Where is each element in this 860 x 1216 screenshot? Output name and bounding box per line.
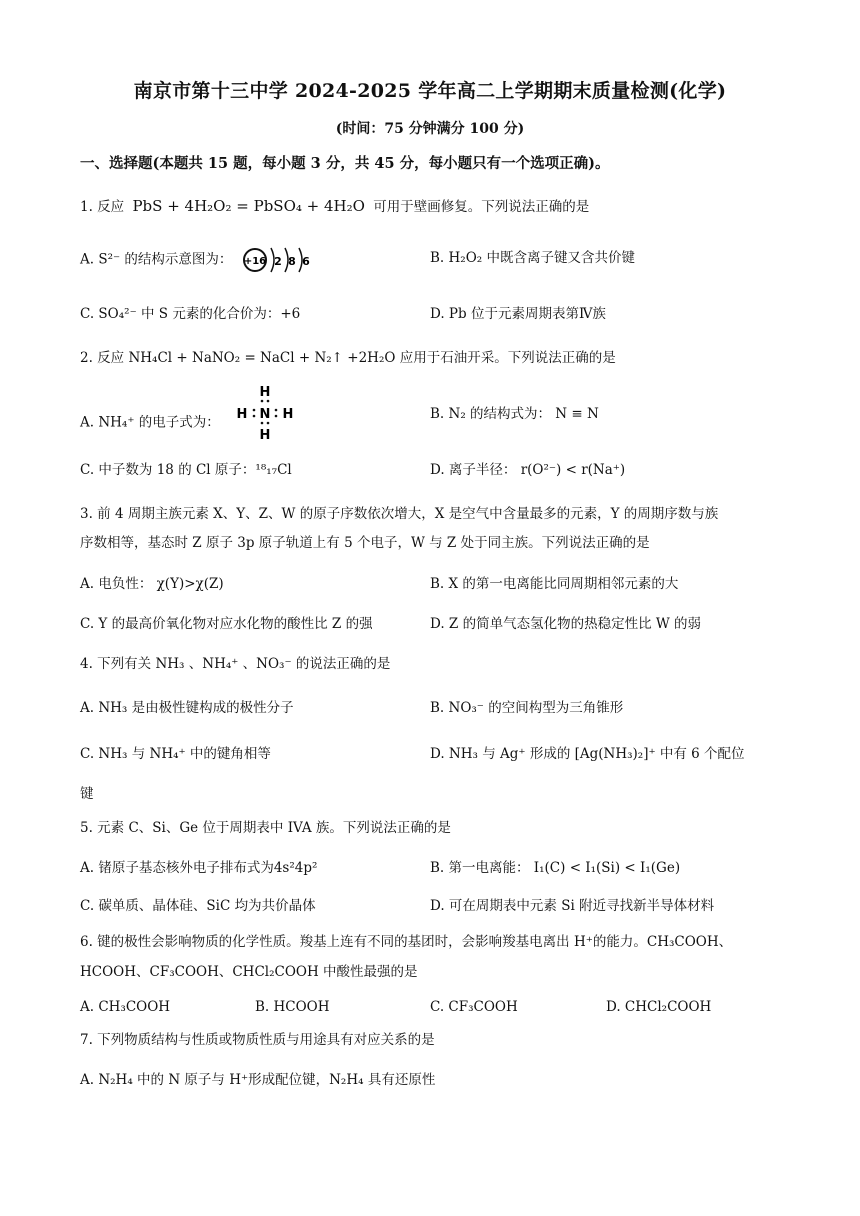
page-title: 南京市第十三中学 2024-2025 学年高二上学期期末质量检测(化学) xyxy=(133,80,727,102)
q3-option-c: C. Y 的最高价氧化物对应水化物的酸性比 Z 的强 xyxy=(80,616,373,632)
electron-dot-formula xyxy=(230,385,300,442)
q4-option-c: C. NH₃ 与 NH₄⁺ 中的键角相等 xyxy=(80,746,271,762)
nitrogen-symbol: N xyxy=(259,407,271,422)
q5-option-c: C. 碳单质、晶体硅、SiC 均为共价晶体 xyxy=(80,898,316,914)
q5-option-b: B. 第一电离能： I₁(C) < I₁(Si) < I₁(Ge) xyxy=(430,860,681,876)
q1-option-c: C. SO₄²⁻ 中 S 元素的化合价为：+6 xyxy=(80,306,301,322)
question-1-stem xyxy=(80,196,589,217)
shell-1-count: 2 xyxy=(273,255,282,268)
q4-option-d: D. NH₃ 与 Ag⁺ 形成的 [Ag(NH₃)₂]⁺ 中有 6 个配位 xyxy=(430,746,745,762)
q6-option-c: C. CF₃COOH xyxy=(430,999,518,1015)
question-2-stem: 2. 反应 NH₄Cl + NaNO₂ = NaCl + N₂↑ +2H₂O 应用于石油开采。下列说法正确的是 xyxy=(80,350,616,366)
hydrogen-symbol: H xyxy=(282,407,294,422)
q4-option-d-continued: 键 xyxy=(80,786,94,802)
question-6-stem-line-1: 6. 键的极性会影响物质的化学性质。羧基上连有不同的基团时，会影响羧基电离出 H⁺的能力。CH₃COOH、 xyxy=(80,934,733,950)
q2-option-c: C. 中子数为 18 的 Cl 原子：¹⁸₁₇Cl xyxy=(80,462,292,478)
q5-option-d: D. 可在周期表中元素 Si 附近寻找新半导体材料 xyxy=(430,898,715,914)
shell-3-count: 6 xyxy=(301,255,310,268)
atomic-structure-diagram xyxy=(241,245,321,275)
hydrogen-symbol: H xyxy=(236,407,248,422)
question-5-stem: 5. 元素 C、Si、Ge 位于周期表中 IVA 族。下列说法正确的是 xyxy=(80,820,451,836)
hydrogen-symbol: H xyxy=(259,428,271,442)
exam-info: (时间：75 分钟满分 100 分) xyxy=(335,121,525,137)
q1-option-a-text: A. S²⁻ 的结构示意图为： xyxy=(80,251,233,268)
q4-option-a: A. NH₃ 是由极性键构成的极性分子 xyxy=(80,700,294,716)
question-3-stem-line-1: 3. 前 4 周期主族元素 X、Y、Z、W 的原子序数依次增大，X 是空气中含量最多的元素，Y 的周期序数与族 xyxy=(80,506,719,522)
q6-option-b: B. HCOOH xyxy=(255,999,330,1015)
question-4-stem: 4. 下列有关 NH₃ 、NH₄⁺ 、NO₃⁻ 的说法正确的是 xyxy=(80,656,391,672)
q7-option-a: A. N₂H₄ 中的 N 原子与 H⁺形成配位键，N₂H₄ 具有还原性 xyxy=(80,1072,436,1088)
question-3-stem-line-2: 序数相等，基态时 Z 原子 3p 原子轨道上有 5 个电子，W 与 Z 处于同主族。下列说法正确的是 xyxy=(80,535,650,551)
q2-option-b: B. N₂ 的结构式为： N ≡ N xyxy=(430,406,599,422)
q5-option-a: A. 锗原子基态核外电子排布式为4s²4p² xyxy=(80,860,318,876)
q1-option-a xyxy=(80,245,321,275)
q1-option-d: D. Pb 位于元素周期表第Ⅳ族 xyxy=(430,306,606,322)
shell-2-count: 8 xyxy=(287,255,296,268)
q2-option-a-text: A. NH₄⁺ 的电子式为： xyxy=(80,414,220,431)
q2-option-a xyxy=(80,385,300,442)
q6-option-d: D. CHCl₂COOH xyxy=(606,999,712,1015)
question-7-stem: 7. 下列物质结构与性质或物质性质与用途具有对应关系的是 xyxy=(80,1032,435,1048)
q3-option-d: D. Z 的简单气态氢化物的热稳定性比 W 的弱 xyxy=(430,616,702,632)
q1-option-b: B. H₂O₂ 中既含离子键又含共价键 xyxy=(430,250,635,266)
q3-option-a: A. 电负性： χ(Y)>χ(Z) xyxy=(80,576,224,592)
q1-equation: PbS + 4H₂O₂ = PbSO₄ + 4H₂O xyxy=(132,197,365,215)
q2-option-d: D. 离子半径： r(O²⁻) < r(Na⁺) xyxy=(430,462,626,478)
nucleus-charge: +16 xyxy=(243,256,266,267)
question-6-stem-line-2: HCOOH、CF₃COOH、CHCl₂COOH 中酸性最强的是 xyxy=(80,964,418,980)
q6-option-a: A. CH₃COOH xyxy=(80,999,171,1015)
q3-option-b: B. X 的第一电离能比同周期相邻元素的大 xyxy=(430,576,679,592)
q4-option-b: B. NO₃⁻ 的空间构型为三角锥形 xyxy=(430,700,624,716)
hydrogen-symbol: H xyxy=(259,385,271,400)
q1-stem-prefix: 1. 反应 xyxy=(80,199,125,215)
section-heading: 一、选择题(本题共 15 题，每小题 3 分，共 45 分，每小题只有一个选项正确)。 xyxy=(80,155,610,172)
q1-stem-suffix: 可用于壁画修复。下列说法正确的是 xyxy=(373,199,590,215)
